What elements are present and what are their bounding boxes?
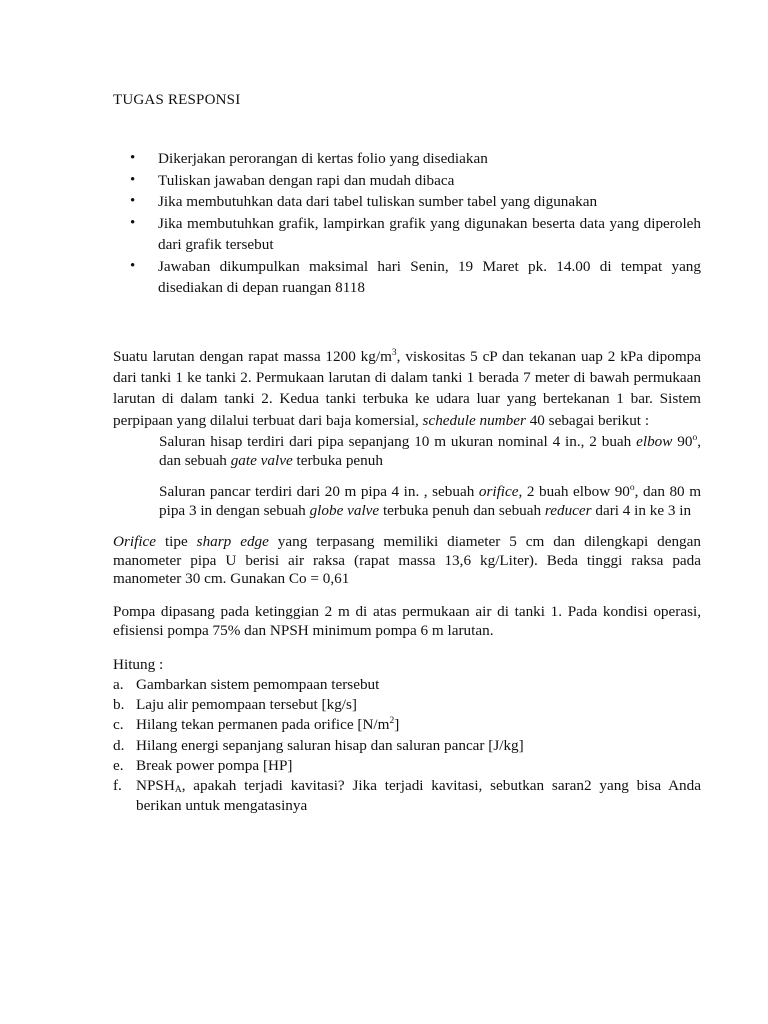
- text-run: terbuka penuh: [292, 452, 383, 469]
- text-run: dari 4 in ke 3 in: [591, 502, 692, 519]
- instruction-list: [113, 148, 701, 299]
- text-run: Saluran pancar terdiri dari 20 m pipa 4 in. , sebuah: [159, 483, 479, 500]
- question-marker: b.: [113, 696, 125, 714]
- text-run: 90: [672, 433, 693, 450]
- superscript: o: [629, 483, 635, 493]
- italic-term: reducer: [544, 502, 592, 519]
- text-run: , 2 buah elbow 90: [518, 483, 630, 500]
- question-list: [113, 675, 701, 816]
- question-marker: e.: [113, 756, 124, 774]
- question-text: NPSH: [136, 777, 175, 795]
- question-text-tail: , apakah terjadi kavitasi? Jika terjadi kavitasi, sebutkan saran2 yang bisa Anda berikan untuk mengatasinya: [136, 777, 701, 815]
- superscript: o: [692, 433, 698, 443]
- text-run: Saluran hisap terdiri dari pipa sepanjang 10 m ukuran nominal 4 in., 2 buah: [159, 433, 637, 450]
- text-run: , viskositas 5 cP dan tekanan uap 2 kPa dipompa dari tanki 1 ke tanki 2. Permukaan larutan di dalam tanki 1 berada 7 meter di bawah permukaan larutan di dalam tanki 2. Kedua tanki terbuka ke udara luar yang bertekanan 1 bar. Sistem perpipaan yang dilalui terbuat dari baja komersial,: [113, 348, 702, 429]
- text-run: yang terpasang memiliki diameter 5 cm dan dilengkapi dengan manometer pipa U berisi air raksa (rapat massa 13,6 kg/Liter). Beda tinggi raksa pada manometer 30 cm. Gunakan Co = 0,61: [113, 533, 701, 587]
- question-marker: f.: [113, 777, 122, 795]
- superscript: 2: [389, 716, 395, 727]
- questions-section: [113, 655, 701, 816]
- question-item: [113, 756, 701, 776]
- italic-term: orifice: [478, 483, 519, 500]
- text-run: terbuka penuh dan sebuah: [379, 502, 545, 519]
- text-run: , dan sebuah: [159, 433, 701, 469]
- text-run: Suatu larutan dengan rapat massa 1200 kg/m: [113, 348, 392, 365]
- text-run: , dan 80 m pipa 3 in dengan sebuah: [159, 483, 702, 519]
- page-title: TUGAS RESPONSI: [113, 92, 241, 108]
- question-text: Break power pompa [HP]: [136, 756, 293, 774]
- suction-line-paragraph: [159, 432, 701, 470]
- problem-paragraph-1: [113, 346, 701, 431]
- text-run: 40 sebagai berikut :: [525, 411, 650, 429]
- instruction-item: • Tuliskan jawaban dengan rapi dan mudah dibaca: [113, 170, 701, 192]
- question-item: [113, 675, 701, 695]
- instruction-item: • Jawaban dikumpulkan maksimal hari Senin, 19 Maret pk. 14.00 di tempat yang disediakan di depan ruangan 8118: [113, 256, 701, 299]
- italic-term: sharp edge: [196, 533, 269, 550]
- superscript: 3: [391, 348, 397, 358]
- question-text: Gambarkan sistem pemompaan tersebut: [136, 676, 380, 693]
- italic-term: schedule number: [422, 411, 526, 429]
- discharge-line-paragraph: [159, 482, 701, 520]
- question-marker: c.: [113, 716, 124, 734]
- instruction-item: • Jika membutuhkan data dari tabel tuliskan sumber tabel yang digunakan: [113, 191, 701, 213]
- subscript: A: [174, 785, 182, 796]
- questions-label: Hitung :: [113, 656, 164, 673]
- question-marker: a.: [113, 676, 124, 693]
- italic-term: Orifice: [113, 533, 157, 550]
- pump-paragraph: Pompa dipasang pada ketinggian 2 m di atas permukaan air di tanki 1. Pada kondisi operasi, efisiensi pompa 75% dan NPSH minimum pompa 6 m larutan.: [113, 603, 701, 639]
- orifice-paragraph: [113, 533, 701, 589]
- question-text: Hilang tekan permanen pada orifice [N/m: [136, 716, 390, 734]
- question-item: [113, 776, 701, 816]
- italic-term: elbow: [636, 433, 673, 450]
- text-run: tipe: [156, 533, 197, 550]
- instruction-item: • Jika membutuhkan grafik, lampirkan grafik yang digunakan beserta data yang diperoleh dari grafik tersebut: [113, 213, 701, 256]
- italic-term: globe valve: [309, 502, 380, 519]
- question-text-tail: ]: [394, 716, 400, 734]
- instruction-item: • Dikerjakan perorangan di kertas folio yang disediakan: [113, 148, 701, 170]
- question-item: [113, 736, 701, 756]
- italic-term: gate valve: [230, 452, 293, 469]
- question-text: Hilang energi sepanjang saluran hisap dan saluran pancar [J/kg]: [136, 736, 524, 754]
- question-item: [113, 715, 701, 735]
- question-marker: d.: [113, 736, 125, 754]
- question-item: [113, 695, 701, 715]
- question-text: Laju alir pemompaan tersebut [kg/s]: [136, 696, 357, 714]
